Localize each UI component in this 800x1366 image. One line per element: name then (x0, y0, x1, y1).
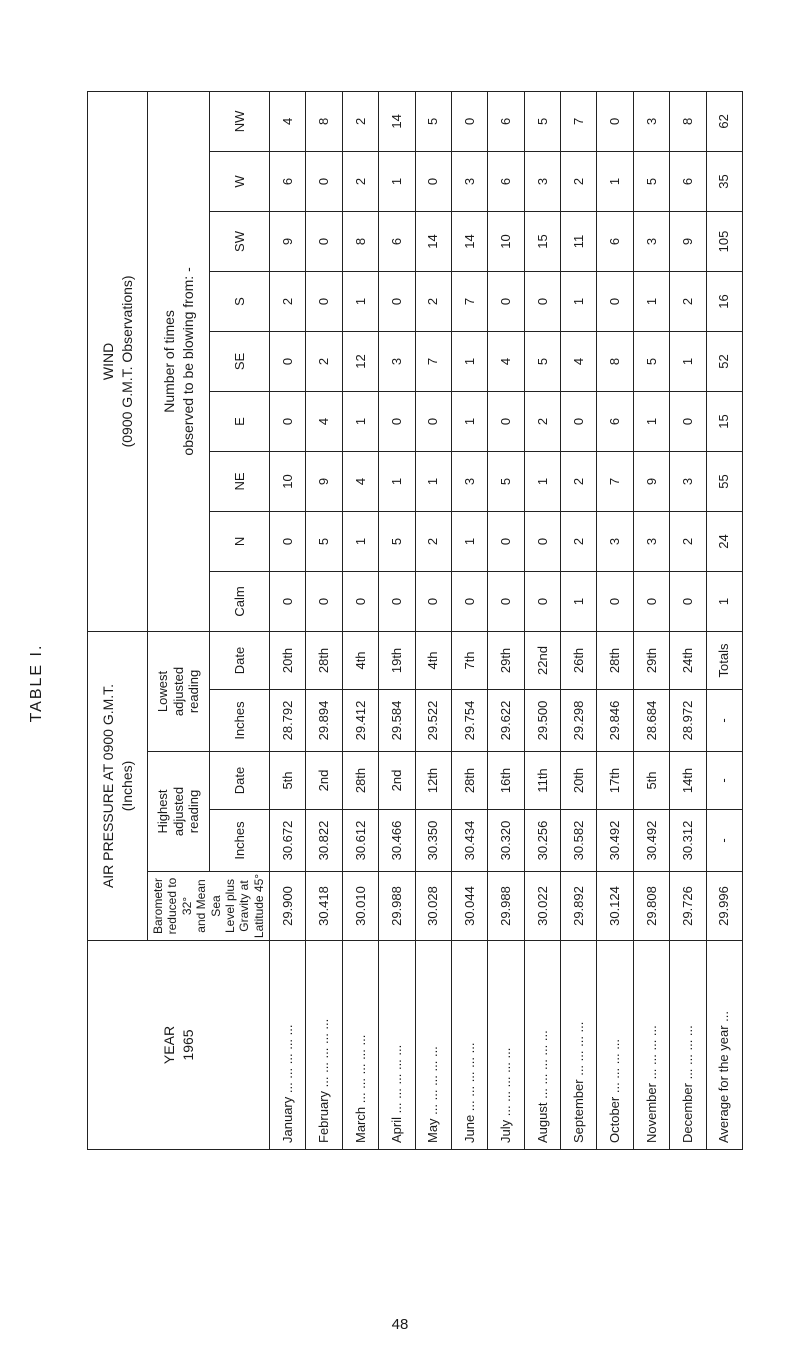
highest-date-cell: 20th (561, 752, 597, 810)
wind-total-cell: 55 (706, 451, 743, 511)
month-label: February ... ... ... ... ... (306, 941, 342, 1150)
wind-count-cell: 1 (342, 271, 378, 331)
highest-date-header: Date (210, 752, 270, 810)
wind-count-cell: 2 (342, 91, 378, 151)
month-label: September ... ... ... ... (561, 941, 597, 1150)
wind-count-cell: 1 (633, 271, 669, 331)
totals-label: Totals (706, 631, 743, 689)
average-barometer-cell: 29.996 (706, 872, 743, 941)
lowest-inches-cell: 29.894 (306, 690, 342, 752)
wind-count-cell: 1 (451, 391, 487, 451)
highest-inches-cell: 30.672 (270, 810, 306, 872)
lowest-date-cell: 29th (488, 631, 524, 689)
table-title: TABLE I. (28, 643, 45, 723)
wind-count-cell: 8 (342, 211, 378, 271)
table-row (597, 91, 633, 1149)
barometer-header: Barometer reduced to 32° and Mean Sea Level plus Gravity at Latitude 45° (148, 872, 270, 941)
lowest-date-cell: 4th (415, 631, 451, 689)
wind-dir-header: NW (210, 91, 270, 151)
wind-count-cell: 4 (270, 91, 306, 151)
wind-count-cell: 2 (415, 511, 451, 571)
highest-inches-cell: 30.434 (451, 810, 487, 872)
lowest-date-cell: 19th (379, 631, 415, 689)
wind-count-cell: 1 (670, 331, 706, 391)
data-table-frame (87, 92, 743, 1150)
wind-count-cell: 1 (342, 391, 378, 451)
wind-count-cell: 0 (270, 511, 306, 571)
wind-count-cell: 0 (597, 271, 633, 331)
month-label: March ... ... ... ... ... (342, 941, 378, 1150)
lowest-inches-cell: 29.846 (597, 690, 633, 752)
wind-count-cell: 5 (524, 331, 560, 391)
highest-date-cell: 17th (597, 752, 633, 810)
wind-count-cell: 3 (597, 511, 633, 571)
wind-count-cell: 7 (415, 331, 451, 391)
lowest-inches-cell: 29.500 (524, 690, 560, 752)
wind-count-cell: 0 (633, 571, 669, 631)
wind-count-cell: 0 (415, 151, 451, 211)
wind-count-cell: 3 (451, 151, 487, 211)
wind-count-cell: 9 (670, 211, 706, 271)
wind-count-cell: 2 (415, 271, 451, 331)
wind-count-cell: 0 (524, 571, 560, 631)
table-row (306, 91, 342, 1149)
wind-count-cell: 9 (633, 451, 669, 511)
barometer-cell: 29.808 (633, 872, 669, 941)
highest-inches-cell: 30.256 (524, 810, 560, 872)
wind-count-cell: 6 (597, 391, 633, 451)
wind-count-cell: 0 (524, 511, 560, 571)
wind-count-cell: 5 (379, 511, 415, 571)
wind-count-cell: 8 (670, 91, 706, 151)
table-row (633, 91, 669, 1149)
wind-count-cell: 1 (379, 451, 415, 511)
highest-date-cell: 12th (415, 752, 451, 810)
barometer-cell: 30.044 (451, 872, 487, 941)
wind-count-cell: 6 (379, 211, 415, 271)
wind-dir-header: NE (210, 451, 270, 511)
month-label: December ... ... ... ... (670, 941, 706, 1150)
table-row (561, 91, 597, 1149)
month-label: July ... ... ... ... ... (488, 941, 524, 1150)
wind-count-cell: 0 (451, 91, 487, 151)
highest-date-cell: 28th (342, 752, 378, 810)
wind-count-cell: 0 (270, 571, 306, 631)
lowest-date-cell: 29th (633, 631, 669, 689)
lowest-reading-header: Lowest adjusted reading (148, 631, 210, 751)
wind-count-cell: 11 (561, 211, 597, 271)
wind-count-cell: 3 (633, 91, 669, 151)
month-label: October ... ... ... ... (597, 941, 633, 1150)
wind-count-cell: 2 (670, 511, 706, 571)
wind-count-cell: 7 (597, 451, 633, 511)
wind-count-cell: 0 (670, 391, 706, 451)
wind-count-cell: 1 (633, 391, 669, 451)
highest-inches-header: Inches (210, 810, 270, 872)
table-row (488, 91, 524, 1149)
barometer-cell: 30.022 (524, 872, 560, 941)
highest-date-cell: 2nd (379, 752, 415, 810)
wind-count-cell: 10 (488, 211, 524, 271)
wind-count-cell: 12 (342, 331, 378, 391)
highest-inches-cell: 30.822 (306, 810, 342, 872)
highest-inches-cell: 30.466 (379, 810, 415, 872)
wind-total-cell: 105 (706, 211, 743, 271)
wind-count-cell: 3 (633, 211, 669, 271)
wind-count-cell: 6 (488, 151, 524, 211)
wind-dir-header: E (210, 391, 270, 451)
lowest-date-cell: 4th (342, 631, 378, 689)
lowest-date-cell: 24th (670, 631, 706, 689)
wind-count-cell: 14 (451, 211, 487, 271)
wind-count-cell: 3 (633, 511, 669, 571)
wind-dir-header: S (210, 271, 270, 331)
wind-count-cell: 6 (488, 91, 524, 151)
wind-total-cell: 35 (706, 151, 743, 211)
wind-dir-header: N (210, 511, 270, 571)
wind-count-cell: 10 (270, 451, 306, 511)
barometer-cell: 30.418 (306, 872, 342, 941)
wind-count-cell: 0 (379, 271, 415, 331)
wind-count-cell: 0 (379, 571, 415, 631)
month-label: November ... ... ... ... (633, 941, 669, 1150)
highest-inches-cell: 30.492 (633, 810, 669, 872)
wind-count-header: Number of times observed to be blowing from: - (148, 91, 210, 631)
highest-date-cell: 11th (524, 752, 560, 810)
barometer-cell: 30.124 (597, 872, 633, 941)
lowest-inches-cell: 29.622 (488, 690, 524, 752)
wind-count-cell: 0 (488, 391, 524, 451)
wind-count-cell: 0 (415, 571, 451, 631)
highest-inches-cell: 30.312 (670, 810, 706, 872)
month-label: April ... ... ... ... ... (379, 941, 415, 1150)
wind-count-cell: 1 (379, 151, 415, 211)
wind-count-cell: 1 (524, 451, 560, 511)
wind-count-cell: 6 (597, 211, 633, 271)
highest-date-cell: 14th (670, 752, 706, 810)
wind-count-cell: 2 (561, 151, 597, 211)
wind-dir-header: Calm (210, 571, 270, 631)
barometer-cell: 30.028 (415, 872, 451, 941)
highest-inches-cell: 30.320 (488, 810, 524, 872)
wind-count-cell: 4 (306, 391, 342, 451)
wind-count-cell: 6 (270, 151, 306, 211)
wind-dir-header: SW (210, 211, 270, 271)
wind-count-cell: 0 (597, 91, 633, 151)
wind-count-cell: 1 (451, 331, 487, 391)
wind-count-cell: 0 (670, 571, 706, 631)
average-lowest-inches-cell: - (706, 690, 743, 752)
wind-count-cell: 0 (306, 271, 342, 331)
wind-count-cell: 0 (524, 271, 560, 331)
highest-date-cell: 16th (488, 752, 524, 810)
highest-date-cell: 5th (633, 752, 669, 810)
wind-count-cell: 1 (561, 271, 597, 331)
lowest-date-cell: 20th (270, 631, 306, 689)
wind-count-cell: 5 (415, 91, 451, 151)
wind-count-cell: 14 (379, 91, 415, 151)
lowest-inches-cell: 29.584 (379, 690, 415, 752)
highest-date-cell: 28th (451, 752, 487, 810)
wind-count-cell: 4 (342, 451, 378, 511)
wind-count-cell: 2 (670, 271, 706, 331)
table-row (451, 91, 487, 1149)
average-highest-date-cell: - (706, 752, 743, 810)
lowest-inches-cell: 28.972 (670, 690, 706, 752)
wind-count-cell: 5 (633, 151, 669, 211)
wind-count-cell: 4 (488, 331, 524, 391)
wind-count-cell: 2 (561, 451, 597, 511)
wind-count-cell: 0 (342, 571, 378, 631)
lowest-date-header: Date (210, 631, 270, 689)
highest-reading-header: Highest adjusted reading (148, 752, 210, 872)
wind-dir-header: W (210, 151, 270, 211)
wind-count-cell: 15 (524, 211, 560, 271)
wind-count-cell: 3 (524, 151, 560, 211)
wind-total-cell: 52 (706, 331, 743, 391)
highest-inches-cell: 30.612 (342, 810, 378, 872)
month-label: May ... ... ... ... ... (415, 941, 451, 1150)
average-row (706, 91, 743, 1149)
barometer-cell: 29.726 (670, 872, 706, 941)
wind-count-cell: 2 (561, 511, 597, 571)
average-highest-inches-cell: - (706, 810, 743, 872)
wind-count-cell: 0 (379, 391, 415, 451)
highest-inches-cell: 30.582 (561, 810, 597, 872)
wind-count-cell: 5 (306, 511, 342, 571)
wind-count-cell: 14 (415, 211, 451, 271)
air-pressure-header: AIR PRESSURE AT 0900 G.M.T. (Inches) (88, 631, 148, 940)
wind-count-cell: 9 (270, 211, 306, 271)
month-label: June ... ... ... ... ... (451, 941, 487, 1150)
lowest-date-cell: 28th (597, 631, 633, 689)
wind-count-cell: 0 (270, 331, 306, 391)
month-label: August ... ... ... ... ... (524, 941, 560, 1150)
wind-count-cell: 0 (597, 571, 633, 631)
wind-count-cell: 0 (561, 391, 597, 451)
wind-count-cell: 8 (306, 91, 342, 151)
barometer-cell: 29.900 (270, 872, 306, 941)
wind-count-cell: 3 (379, 331, 415, 391)
table-row (270, 91, 306, 1149)
table-row (415, 91, 451, 1149)
barometer-cell: 29.892 (561, 872, 597, 941)
average-label: Average for the year ... (706, 941, 743, 1150)
barometer-cell: 29.988 (379, 872, 415, 941)
lowest-inches-cell: 29.522 (415, 690, 451, 752)
wind-count-cell: 0 (451, 571, 487, 631)
table-row (342, 91, 378, 1149)
lowest-inches-cell: 28.792 (270, 690, 306, 752)
wind-header: WIND (0900 G.M.T. Observations) (88, 91, 148, 631)
wind-count-cell: 3 (670, 451, 706, 511)
wind-count-cell: 9 (306, 451, 342, 511)
lowest-date-cell: 22nd (524, 631, 560, 689)
wind-count-cell: 2 (342, 151, 378, 211)
lowest-date-cell: 7th (451, 631, 487, 689)
wind-total-cell: 1 (706, 571, 743, 631)
wind-count-cell: 8 (597, 331, 633, 391)
barometer-cell: 29.988 (488, 872, 524, 941)
wind-count-cell: 4 (561, 331, 597, 391)
lowest-inches-cell: 28.684 (633, 690, 669, 752)
wind-total-cell: 15 (706, 391, 743, 451)
table-row (670, 91, 706, 1149)
wind-dir-header: SE (210, 331, 270, 391)
wind-count-cell: 2 (306, 331, 342, 391)
wind-count-cell: 1 (415, 451, 451, 511)
wind-count-cell: 0 (270, 391, 306, 451)
wind-count-cell: 1 (342, 511, 378, 571)
wind-count-cell: 3 (451, 451, 487, 511)
lowest-inches-cell: 29.412 (342, 690, 378, 752)
lowest-date-cell: 26th (561, 631, 597, 689)
table-row (524, 91, 560, 1149)
table-row (379, 91, 415, 1149)
weather-table (87, 91, 743, 1150)
highest-date-cell: 5th (270, 752, 306, 810)
wind-total-cell: 62 (706, 91, 743, 151)
lowest-inches-cell: 29.298 (561, 690, 597, 752)
year-header: YEAR 1965 (88, 941, 270, 1150)
month-label: January ... ... ... ... ... (270, 941, 306, 1150)
lowest-inches-cell: 29.754 (451, 690, 487, 752)
wind-count-cell: 1 (561, 571, 597, 631)
lowest-inches-header: Inches (210, 690, 270, 752)
wind-count-cell: 6 (670, 151, 706, 211)
highest-inches-cell: 30.350 (415, 810, 451, 872)
wind-count-cell: 0 (488, 511, 524, 571)
wind-count-cell: 5 (488, 451, 524, 511)
highest-date-cell: 2nd (306, 752, 342, 810)
lowest-date-cell: 28th (306, 631, 342, 689)
barometer-cell: 30.010 (342, 872, 378, 941)
wind-count-cell: 0 (488, 271, 524, 331)
highest-inches-cell: 30.492 (597, 810, 633, 872)
page-number: 48 (391, 1316, 409, 1333)
wind-count-cell: 0 (488, 571, 524, 631)
wind-count-cell: 0 (306, 211, 342, 271)
wind-count-cell: 0 (306, 151, 342, 211)
wind-count-cell: 5 (633, 331, 669, 391)
wind-count-cell: 5 (524, 91, 560, 151)
wind-count-cell: 2 (270, 271, 306, 331)
wind-total-cell: 24 (706, 511, 743, 571)
wind-count-cell: 7 (561, 91, 597, 151)
wind-total-cell: 16 (706, 271, 743, 331)
wind-count-cell: 2 (524, 391, 560, 451)
wind-count-cell: 0 (306, 571, 342, 631)
wind-count-cell: 1 (451, 511, 487, 571)
wind-count-cell: 1 (597, 151, 633, 211)
wind-count-cell: 0 (415, 391, 451, 451)
wind-count-cell: 7 (451, 271, 487, 331)
